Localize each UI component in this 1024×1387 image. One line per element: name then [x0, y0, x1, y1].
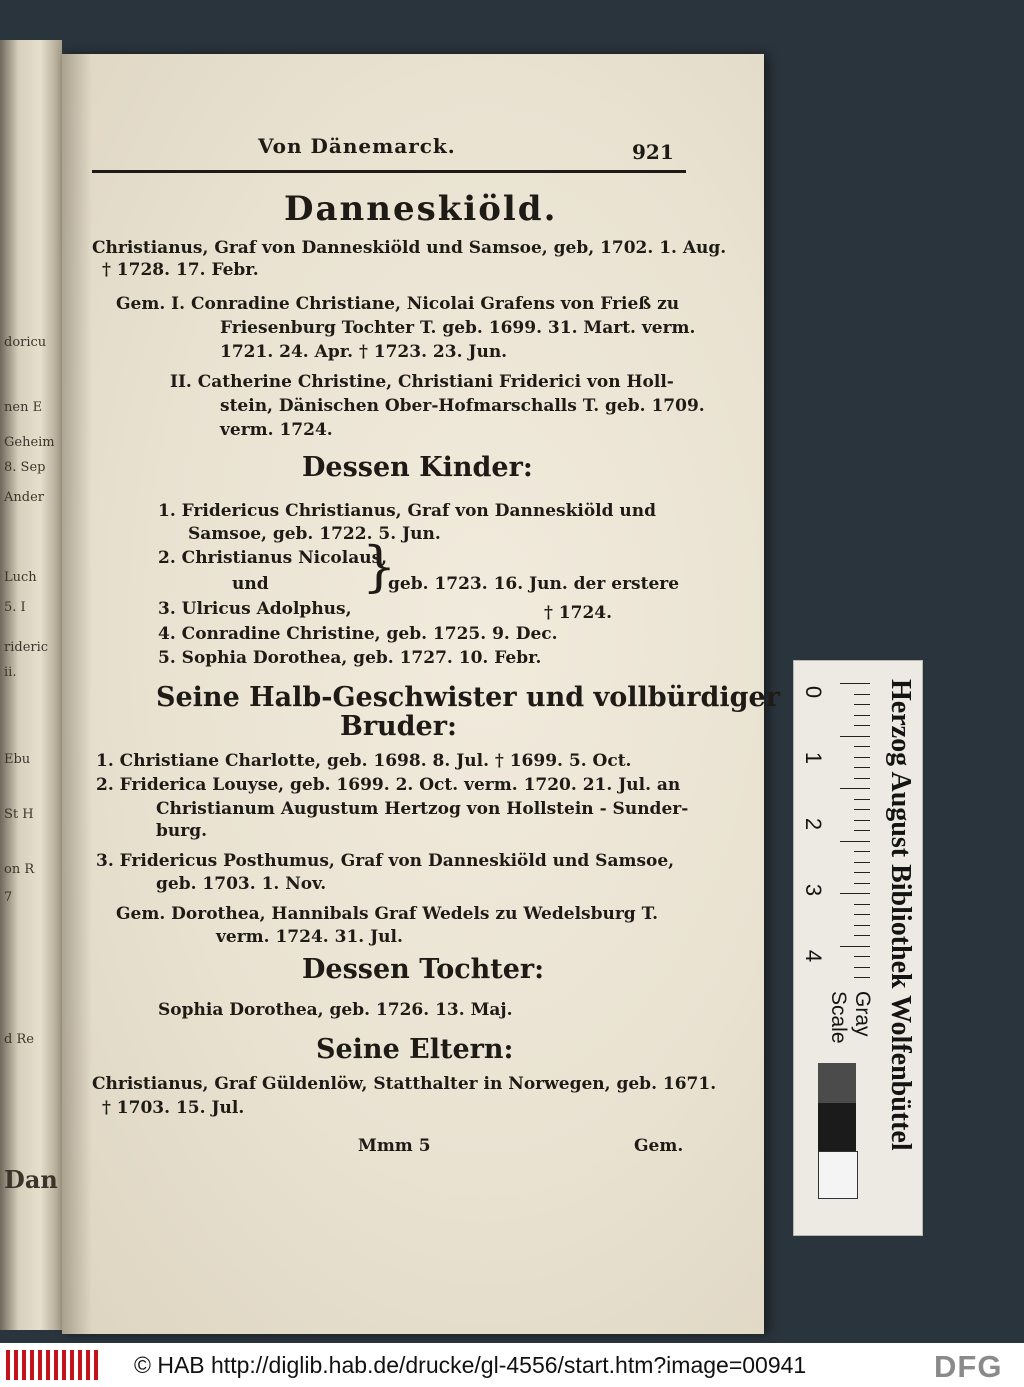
ruler-tick	[854, 757, 870, 758]
left-fragment: Geheim	[4, 435, 55, 450]
color-scale-ruler	[793, 660, 923, 1236]
left-fragment: St H	[4, 807, 34, 822]
ruler-tick	[840, 893, 870, 894]
text-line: II. Catherine Christine, Christiani Friderici von Holl-	[170, 372, 674, 392]
hab-logo	[6, 1350, 98, 1380]
left-fragment: doricu	[4, 335, 47, 350]
left-fragment: 8. Sep	[4, 460, 46, 475]
ruler-tick	[854, 935, 870, 936]
child-line: 3. Ulricus Adolphus,	[158, 599, 352, 619]
ruler-tick	[854, 830, 870, 831]
left-fragment: d Re	[4, 1032, 34, 1047]
parent-line: Christianus, Graf Güldenlöw, Statthalter in Norwegen, geb. 1671.	[92, 1074, 717, 1094]
sibling-line: Gem. Dorothea, Hannibals Graf Wedels zu Wedelsburg T.	[116, 904, 658, 924]
section-heading: Dessen Tochter:	[302, 954, 545, 985]
left-fragment: Ebu	[4, 752, 31, 767]
ruler-tick	[854, 925, 870, 926]
child-line: † 1724.	[544, 603, 613, 623]
child-line: 2. Christianus Nicolaus,	[158, 548, 388, 568]
section-heading: Dessen Kinder:	[302, 452, 533, 483]
left-fragment: ii.	[4, 665, 17, 680]
ruler-number: 1	[801, 751, 826, 765]
sibling-line: 1. Christiane Charlotte, geb. 1698. 8. Jul. † 1699. 5. Oct.	[96, 751, 632, 771]
footer-bar	[0, 1343, 1024, 1387]
left-page-edge	[0, 40, 62, 1330]
daughter-line: Sophia Dorothea, geb. 1726. 13. Maj.	[158, 1000, 513, 1020]
running-head: Von Dänemarck.	[258, 134, 456, 158]
child-line: geb. 1723. 16. Jun. der erstere	[388, 574, 680, 594]
ruler-tick	[854, 883, 870, 884]
left-fragment: Luch	[4, 570, 37, 585]
text-line: Gem. I. Conradine Christiane, Nicolai Grafens von Frieß zu	[116, 294, 680, 314]
ruler-tick	[854, 809, 870, 810]
page-title: Danneskiöld.	[284, 189, 558, 229]
ruler-tick	[854, 904, 870, 905]
copyright-link[interactable]: © HAB http://diglib.hab.de/drucke/gl-4556/start.htm?image=00941	[134, 1352, 807, 1378]
left-fragment: Ander	[4, 490, 44, 505]
ruler-tick	[840, 788, 870, 789]
sibling-line: 3. Fridericus Posthumus, Graf von Danneskiöld und Samsoe,	[96, 851, 675, 871]
text-line: 1721. 24. Apr. † 1723. 23. Jun.	[220, 342, 508, 362]
sibling-line: burg.	[156, 821, 208, 841]
dfg-logo: DFG	[934, 1349, 1003, 1384]
sibling-line: geb. 1703. 1. Nov.	[156, 874, 327, 894]
section-heading: Seine Eltern:	[316, 1034, 514, 1065]
ruler-tick	[854, 767, 870, 768]
catchword: Gem.	[634, 1136, 684, 1156]
ruler-tick	[840, 946, 870, 947]
ruler-tick	[854, 977, 870, 978]
header-rule	[92, 170, 686, 173]
left-fragment: Dan	[4, 1165, 58, 1194]
ruler-number: 4	[801, 949, 826, 963]
ruler-title: Herzog August Bibliothek Wolfenbüttel	[885, 679, 916, 1151]
sibling-line: Christianum Augustum Hertzog von Hollstein - Sunder-	[156, 799, 689, 819]
section-heading: Seine Halb-Geschwister und vollbürdiger	[156, 682, 780, 713]
page-number: 921	[632, 140, 674, 164]
ruler-tick	[854, 694, 870, 695]
text-line: Christianus, Graf von Danneskiöld und Samsoe, geb, 1702. 1. Aug.	[92, 238, 727, 258]
ruler-number: 2	[801, 817, 826, 831]
child-line: 5. Sophia Dorothea, geb. 1727. 10. Febr.	[158, 648, 542, 668]
left-fragment: nen E	[4, 400, 43, 415]
white-swatch	[818, 1151, 858, 1199]
text-line: stein, Dänischen Ober-Hofmarschalls T. geb. 1709.	[220, 396, 705, 416]
ruler-tick	[840, 736, 870, 737]
brace-mark: }	[362, 535, 397, 598]
ruler-tick	[854, 820, 870, 821]
child-line: 1. Fridericus Christianus, Graf von Danneskiöld und	[158, 501, 657, 521]
ruler-tick	[854, 914, 870, 915]
text-line: † 1728. 17. Febr.	[102, 260, 259, 280]
ruler-tick	[854, 872, 870, 873]
text-line: Friesenburg Tochter T. geb. 1699. 31. Mart. verm.	[220, 318, 696, 338]
ruler-tick	[854, 715, 870, 716]
ruler-tick	[854, 778, 870, 779]
ruler-tick	[854, 956, 870, 957]
black-swatch	[818, 1103, 856, 1151]
signature-mark: Mmm 5	[358, 1136, 431, 1156]
left-fragment: 7	[4, 890, 13, 905]
ruler-tick	[840, 841, 870, 842]
ruler-tick	[840, 683, 870, 684]
sibling-line: 2. Friderica Louyse, geb. 1699. 2. Oct. verm. 1720. 21. Jul. an	[96, 775, 681, 795]
ruler-tick	[854, 862, 870, 863]
left-fragment: rideric	[4, 640, 49, 655]
gray-scale-label: Gray Scale	[827, 991, 874, 1044]
left-fragment: on R	[4, 862, 35, 877]
spine-shadow	[62, 54, 92, 1334]
ruler-tick	[854, 725, 870, 726]
ruler-tick	[854, 799, 870, 800]
child-line: Samsoe, geb. 1722. 5. Jun.	[188, 524, 441, 544]
section-heading: Bruder:	[340, 711, 457, 742]
ruler-tick	[854, 704, 870, 705]
left-fragment: 5. I	[4, 600, 26, 615]
ruler-tick	[854, 746, 870, 747]
ruler-ticks	[836, 683, 870, 983]
child-line: und	[232, 574, 269, 594]
parent-line: † 1703. 15. Jul.	[102, 1098, 245, 1118]
gray-swatch	[818, 1063, 856, 1103]
ruler-tick	[854, 967, 870, 968]
ruler-number: 3	[801, 883, 826, 897]
child-line: 4. Conradine Christine, geb. 1725. 9. Dec.	[158, 624, 558, 644]
book-page	[62, 54, 780, 1334]
ruler-tick	[854, 851, 870, 852]
text-line: verm. 1724.	[220, 420, 333, 440]
ruler-number: 0	[801, 685, 826, 699]
sibling-line: verm. 1724. 31. Jul.	[216, 927, 403, 947]
